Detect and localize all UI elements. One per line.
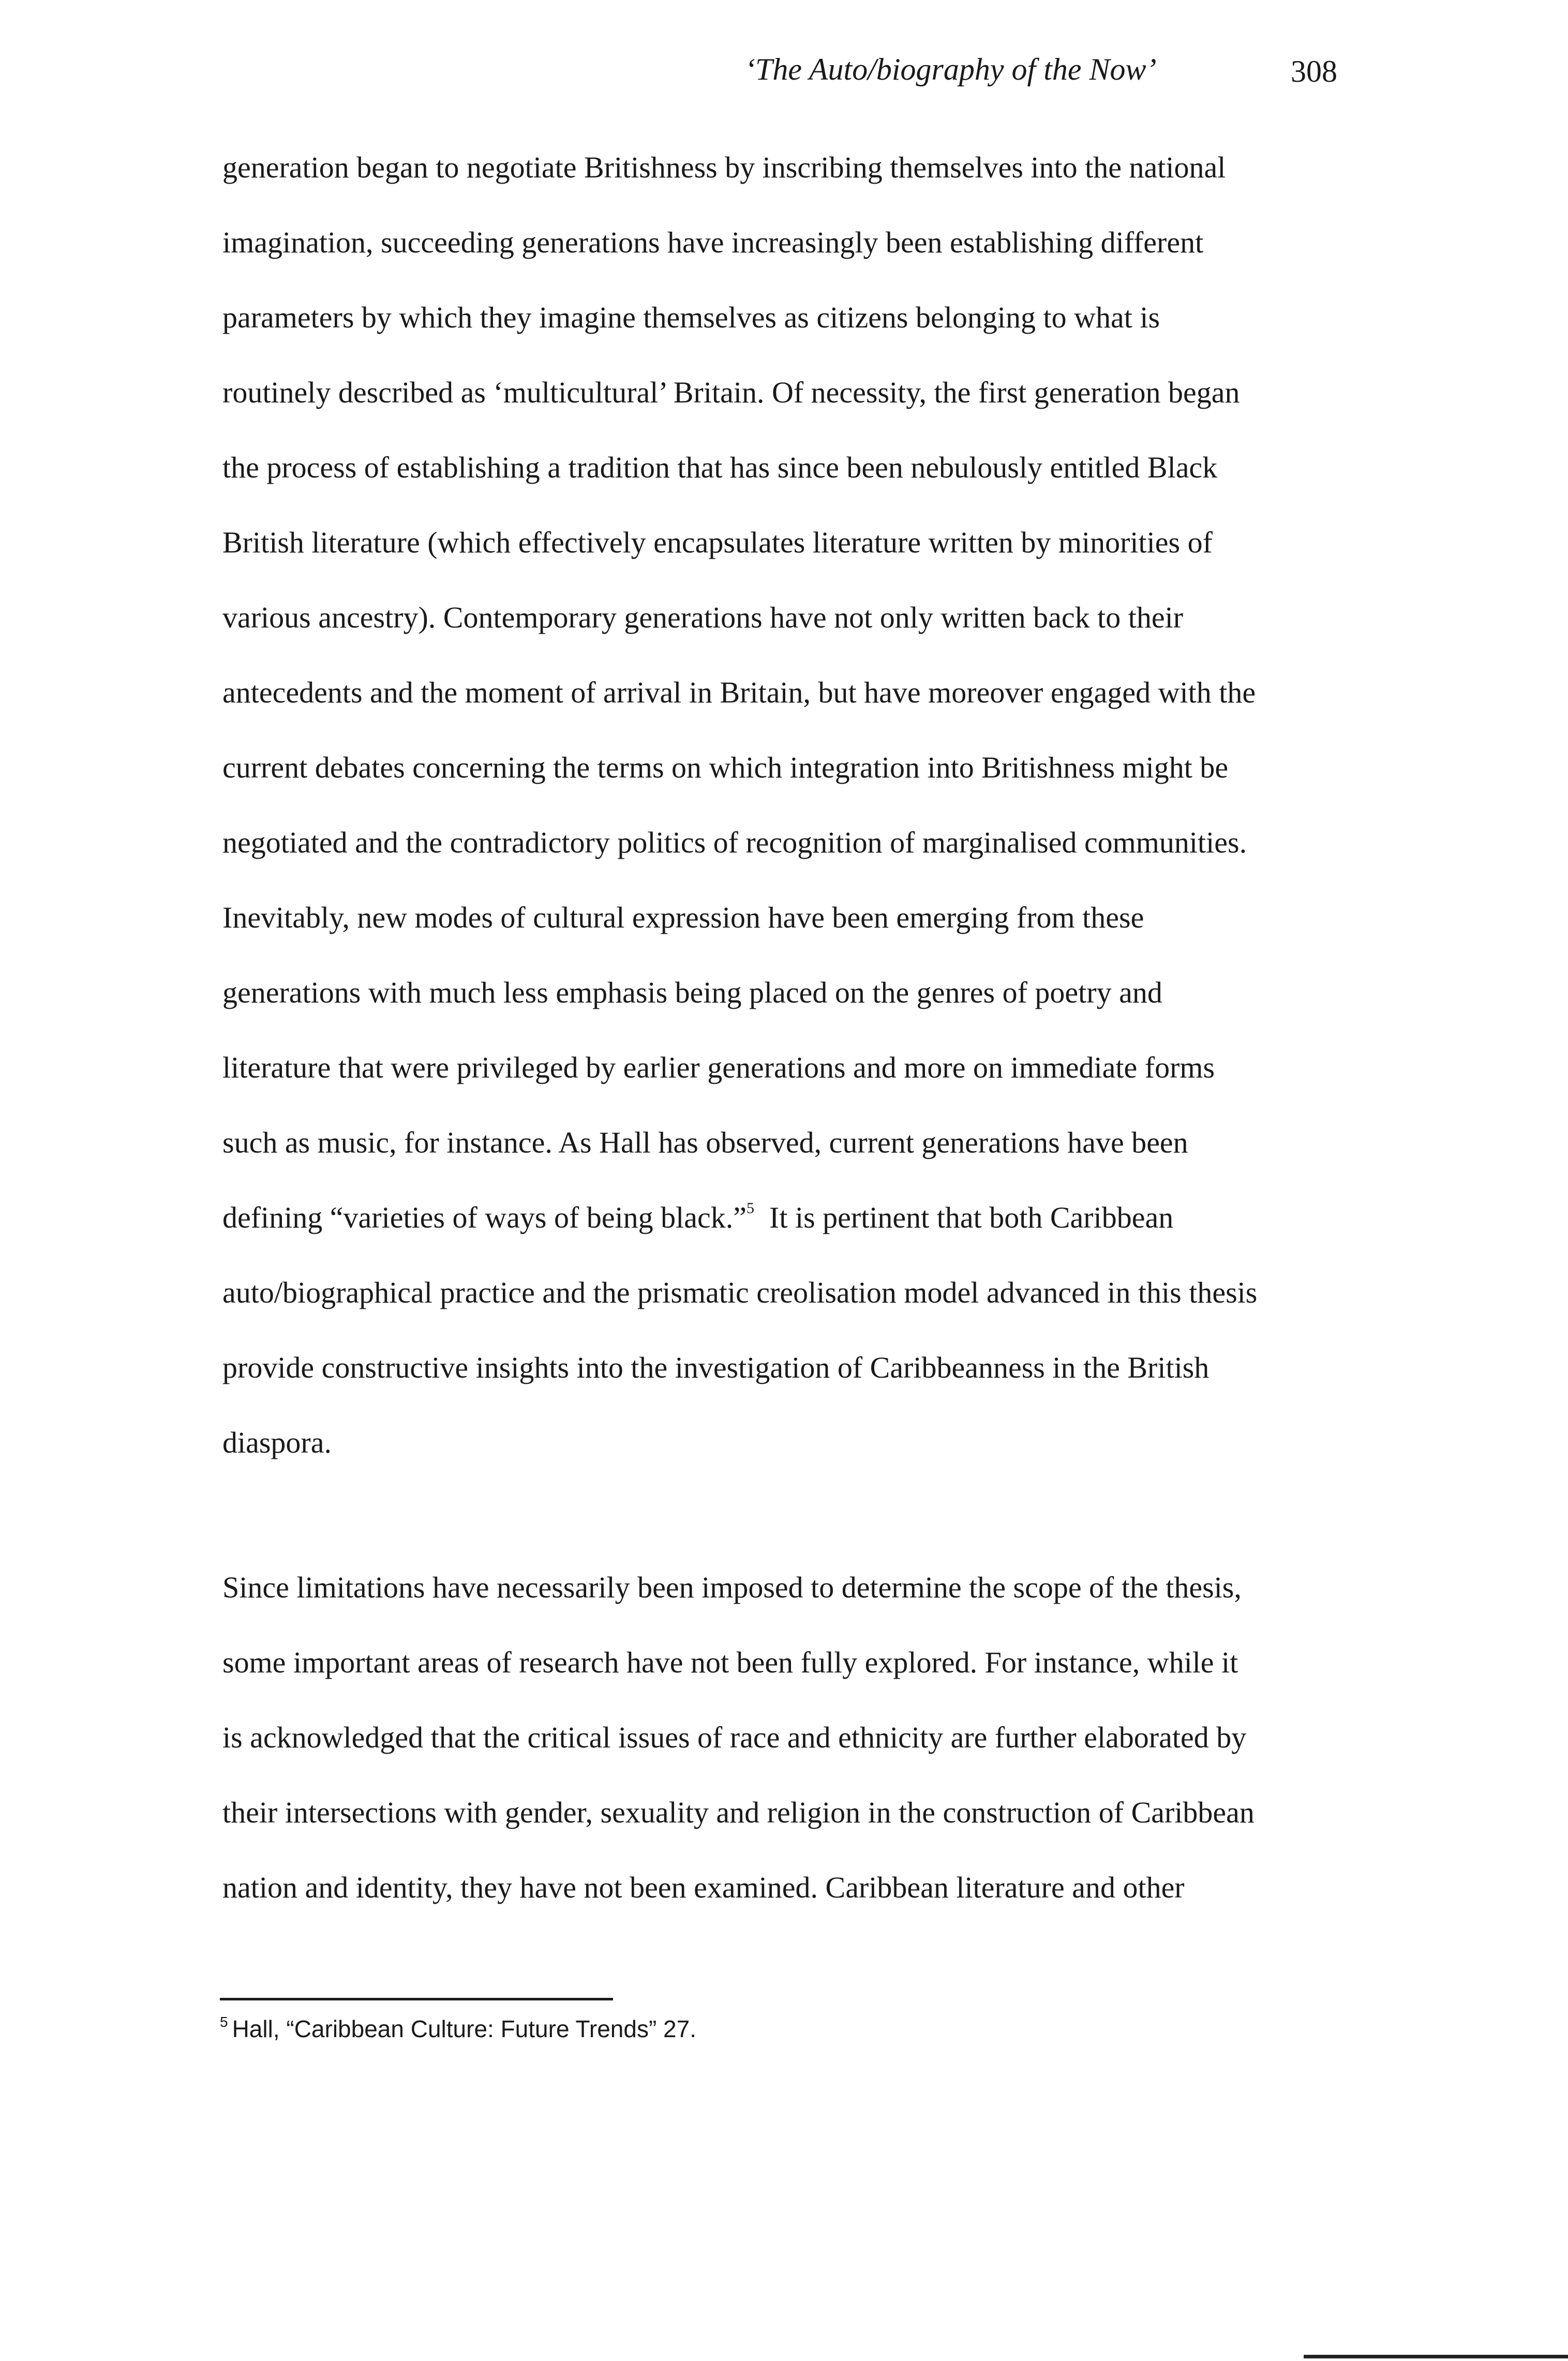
- footnote-reference: 5: [746, 1200, 755, 1217]
- text-line: imagination, succeeding generations have increasingly been establishing different: [222, 226, 1204, 259]
- text-span: It is pertinent that both Caribbean: [754, 1201, 1174, 1234]
- text-line: generation began to negotiate Britishness by inscribing themselves into the national: [222, 151, 1226, 184]
- running-title: ‘The Auto/biography of the Now’: [745, 52, 1157, 86]
- text-line: their intersections with gender, sexuality and religion in the construction of Caribbean: [222, 1796, 1255, 1829]
- text-line: is acknowledged that the critical issues of race and ethnicity are further elaborated by: [222, 1721, 1247, 1754]
- text-line: nation and identity, they have not been examined. Caribbean literature and other: [222, 1871, 1185, 1904]
- footnote: [220, 2015, 696, 2043]
- text-line: various ancestry). Contemporary generations have not only written back to their: [222, 601, 1184, 634]
- text-line: antecedents and the moment of arrival in Britain, but have moreover engaged with the: [222, 676, 1256, 709]
- text-line: negotiated and the contradictory politics of recognition of marginalised communities.: [222, 826, 1247, 859]
- footnote-divider: [220, 1998, 613, 2000]
- footnote-number: 5: [220, 2014, 228, 2030]
- text-line: [222, 1200, 1174, 1234]
- text-line: diaspora.: [222, 1426, 332, 1459]
- text-line: such as music, for instance. As Hall has observed, current generations have been: [222, 1126, 1188, 1159]
- footnote-text: Hall, “Caribbean Culture: Future Trends” 27.: [232, 2015, 696, 2042]
- quoted-phrase: defining “varieties of ways of being black.”: [222, 1201, 747, 1234]
- text-line: the process of establishing a tradition that has since been nebulously entitled Black: [222, 451, 1218, 484]
- text-line: current debates concerning the terms on which integration into Britishness might be: [222, 751, 1229, 784]
- text-line: some important areas of research have not been fully explored. For instance, while it: [222, 1646, 1238, 1679]
- text-line: provide constructive insights into the investigation of Caribbeanness in the British: [222, 1351, 1209, 1384]
- page-number: 308: [1291, 54, 1337, 88]
- text-line: Inevitably, new modes of cultural expression have been emerging from these: [222, 901, 1144, 934]
- text-line: Since limitations have necessarily been imposed to determine the scope of the thesis,: [222, 1571, 1242, 1604]
- text-line: auto/biographical practice and the prismatic creolisation model advanced in this thesis: [222, 1276, 1258, 1309]
- text-line: generations with much less emphasis being placed on the genres of poetry and: [222, 976, 1162, 1009]
- scan-edge-mark: [1304, 2355, 1568, 2358]
- text-line: British literature (which effectively encapsulates literature written by minorities of: [222, 526, 1213, 559]
- text-line: parameters by which they imagine themselves as citizens belonging to what is: [222, 301, 1160, 334]
- text-line: literature that were privileged by earlier generations and more on immediate forms: [222, 1051, 1215, 1084]
- text-line: routinely described as ‘multicultural’ Britain. Of necessity, the first generation began: [222, 376, 1240, 409]
